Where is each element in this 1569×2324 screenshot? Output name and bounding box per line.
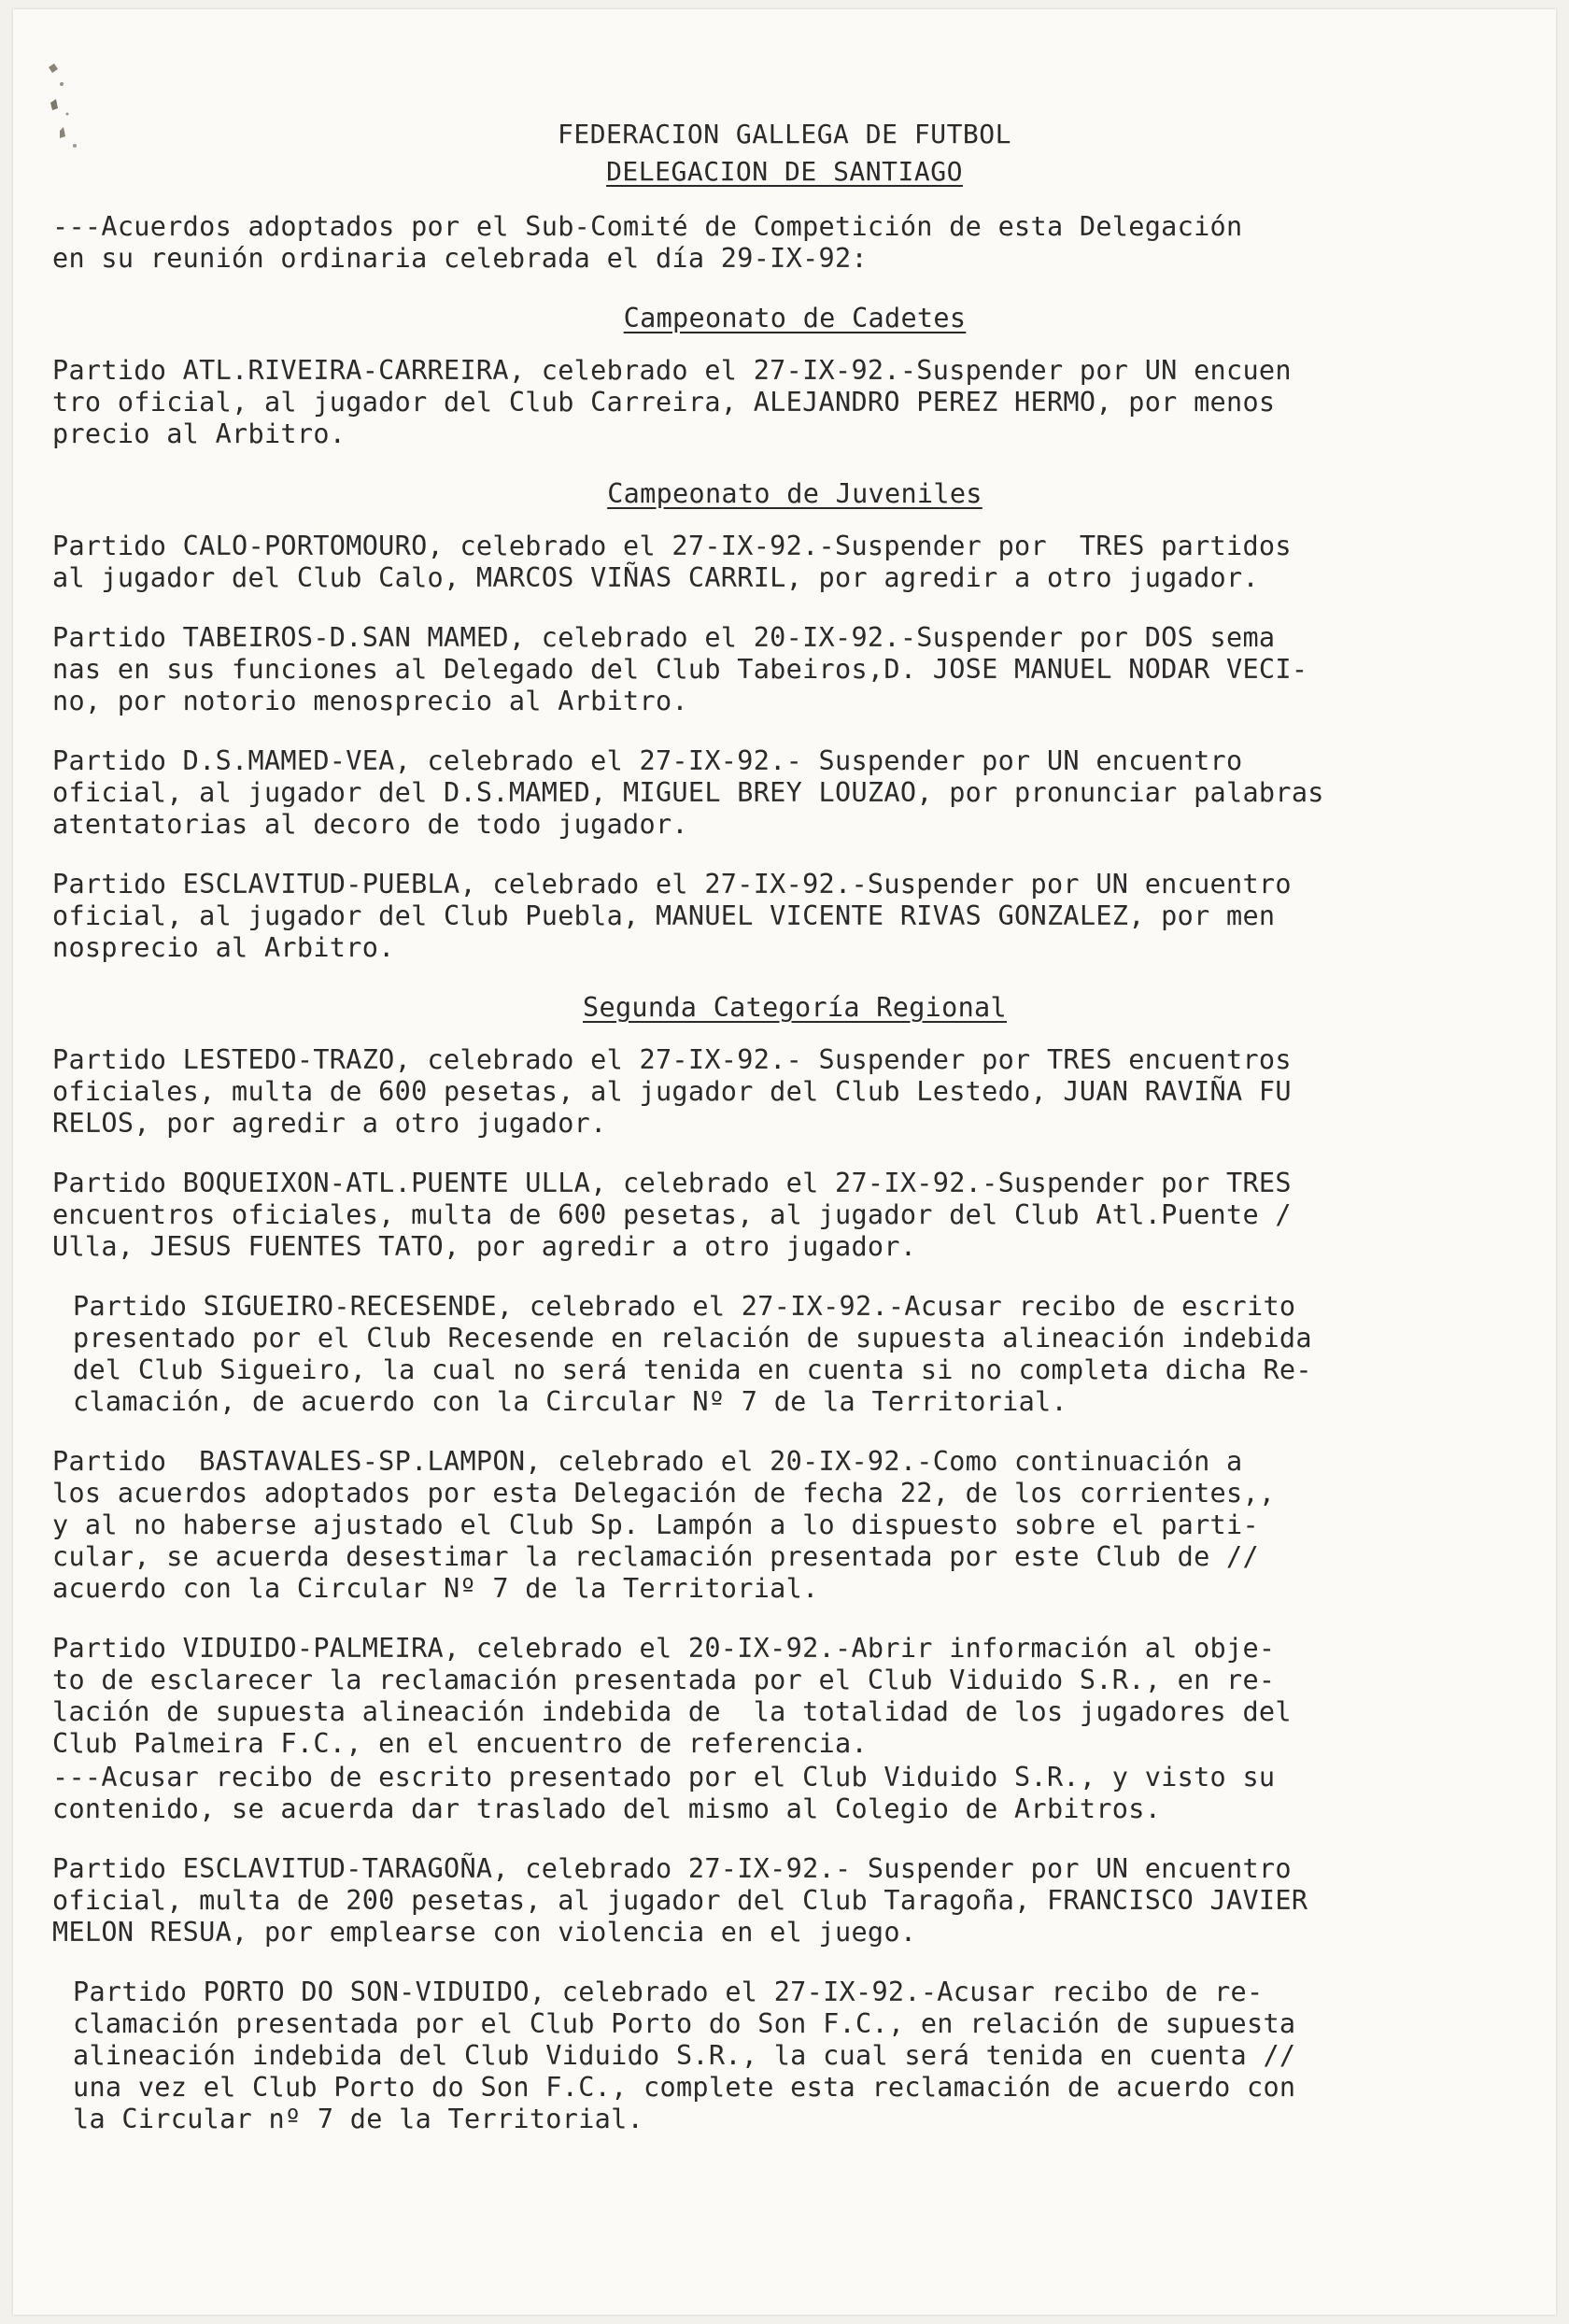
text-line: MELON RESUA, por emplearse con violencia en el juego. xyxy=(52,1917,917,1948)
text-line: clamación, de acuerdo con la Circular Nº 7 de la Territorial. xyxy=(73,1386,1067,1417)
text-line: una vez el Club Porto do Son F.C., complete esta reclamación de acuerdo con xyxy=(73,2072,1296,2103)
text-line: tro oficial, al jugador del Club Carreira, ALEJANDRO PEREZ HERMO, por menos xyxy=(52,387,1276,418)
ruling-paragraph xyxy=(52,1168,1537,1263)
text-line: contenido, se acuerda dar traslado del mismo al Colegio de Arbitros. xyxy=(52,1793,1162,1824)
text-line: Ulla, JESUS FUENTES TATO, por agredir a otro jugador. xyxy=(52,1231,917,1262)
text-line: Partido ATL.RIVEIRA-CARREIRA, celebrado el 27-IX-92.-Suspender por UN encuen xyxy=(52,355,1292,386)
ruling-paragraph xyxy=(52,531,1537,594)
ruling-paragraph xyxy=(52,1446,1537,1605)
intro-paragraph xyxy=(52,211,1537,275)
section-title-text: Campeonato de Juveniles xyxy=(607,478,982,509)
text-line: Partido SIGUEIRO-RECESENDE, celebrado el 27-IX-92.-Acusar recibo de escrito xyxy=(73,1291,1296,1322)
text-line: acuerdo con la Circular Nº 7 de la Territorial. xyxy=(52,1573,819,1604)
text-line: en su reunión ordinaria celebrada el día 29-IX-92: xyxy=(52,243,868,274)
text-line: Partido PORTO DO SON-VIDUIDO, celebrado el 27-IX-92.-Acusar recibo de re- xyxy=(73,1977,1264,2007)
ruling-paragraph xyxy=(52,1762,1537,1825)
ruling-paragraph xyxy=(52,1977,1537,2135)
text-line: alineación indebida del Club Viduido S.R., la cual será tenida en cuenta // xyxy=(73,2040,1296,2071)
text-line: to de esclarecer la reclamación presentada por el Club Viduido S.R., en re- xyxy=(52,1665,1276,1695)
text-line: oficial, al jugador del Club Puebla, MANUEL VICENTE RIVAS GONZALEZ, por men xyxy=(52,900,1276,931)
text-line: del Club Sigueiro, la cual no será tenida en cuenta si no completa dicha Re- xyxy=(73,1354,1312,1385)
ruling-paragraph xyxy=(52,1633,1537,1760)
text-line: Partido VIDUIDO-PALMEIRA, celebrado el 20-IX-92.-Abrir información al obje- xyxy=(52,1633,1276,1664)
ruling-paragraph xyxy=(52,1291,1537,1418)
text-line: nas en sus funciones al Delegado del Club Tabeiros,D. JOSE MANUEL NODAR VECI- xyxy=(52,654,1308,685)
text-line: encuentros oficiales, multa de 600 pesetas, al jugador del Club Atl.Puente / xyxy=(52,1199,1292,1230)
federation-title: FEDERACION GALLEGA DE FUTBOL xyxy=(557,119,1011,149)
text-line: presentado por el Club Recesende en relación de supuesta alineación indebida xyxy=(73,1323,1312,1353)
text-line: Partido BOQUEIXON-ATL.PUENTE ULLA, celebrado el 27-IX-92.-Suspender por TRES xyxy=(52,1168,1292,1198)
text-line: y al no haberse ajustado el Club Sp. Lampón a lo dispuesto sobre el parti- xyxy=(52,1509,1259,1540)
text-line: atentatorias al decoro de todo jugador. xyxy=(52,809,688,840)
text-line: Partido LESTEDO-TRAZO, celebrado el 27-IX-92.- Suspender por TRES encuentros xyxy=(52,1044,1292,1075)
text-line: lación de supuesta alineación indebida de la totalidad de los jugadores del xyxy=(52,1696,1292,1727)
text-line: Club Palmeira F.C., en el encuentro de referencia. xyxy=(52,1728,868,1759)
text-line: oficial, multa de 200 pesetas, al jugador del Club Taragoña, FRANCISCO JAVIER xyxy=(52,1885,1308,1916)
ruling-paragraph xyxy=(52,1044,1537,1140)
text-line: Partido ESCLAVITUD-PUEBLA, celebrado el 27-IX-92.-Suspender por UN encuentro xyxy=(52,869,1292,900)
ruling-paragraph xyxy=(52,622,1537,717)
section-title xyxy=(52,303,1537,334)
section-title xyxy=(52,478,1537,510)
text-line: ---Acuerdos adoptados por el Sub-Comité de Competición de esta Delegación xyxy=(52,211,1243,242)
text-line: Partido BASTAVALES-SP.LAMPON, celebrado el 20-IX-92.-Como continuación a xyxy=(52,1446,1243,1477)
text-line: Partido D.S.MAMED-VEA, celebrado el 27-IX-92.- Suspender por UN encuentro xyxy=(52,745,1243,776)
ruling-paragraph xyxy=(52,355,1537,450)
section-title-text: Segunda Categoría Regional xyxy=(583,992,1007,1023)
text-line: oficial, al jugador del D.S.MAMED, MIGUEL BREY LOUZAO, por pronunciar palabras xyxy=(52,777,1324,808)
text-line: cular, se acuerda desestimar la reclamación presentada por este Club de // xyxy=(52,1541,1259,1572)
text-line: oficiales, multa de 600 pesetas, al jugador del Club Lestedo, JUAN RAVIÑA FU xyxy=(52,1076,1292,1107)
sections-container xyxy=(52,303,1537,2135)
text-line: ---Acusar recibo de escrito presentado por el Club Viduido S.R., y visto su xyxy=(52,1762,1276,1793)
document-body xyxy=(52,211,1537,2163)
text-line: no, por notorio menosprecio al Arbitro. xyxy=(52,686,688,716)
section-title-text: Campeonato de Cadetes xyxy=(623,303,967,333)
text-line: Partido CALO-PORTOMOURO, celebrado el 27-IX-92.-Suspender por TRES partidos xyxy=(52,531,1292,561)
text-line: RELOS, por agredir a otro jugador. xyxy=(52,1108,607,1139)
ruling-paragraph xyxy=(52,745,1537,841)
document-header xyxy=(0,116,1569,191)
text-line: precio al Arbitro. xyxy=(52,418,346,449)
ruling-paragraph xyxy=(52,869,1537,964)
text-line: Partido TABEIROS-D.SAN MAMED, celebrado el 20-IX-92.-Suspender por DOS sema xyxy=(52,622,1276,653)
text-line: nosprecio al Arbitro. xyxy=(52,932,395,963)
text-line: clamación presentada por el Club Porto do Son F.C., en relación de supuesta xyxy=(73,2008,1296,2039)
delegation-title: DELEGACION DE SANTIAGO xyxy=(606,156,963,187)
text-line: los acuerdos adoptados por esta Delegación de fecha 22, de los corrientes,, xyxy=(52,1478,1276,1509)
text-line: Partido ESCLAVITUD-TARAGOÑA, celebrado 27-IX-92.- Suspender por UN encuentro xyxy=(52,1853,1292,1884)
text-line: la Circular nº 7 de la Territorial. xyxy=(73,2104,644,2134)
section-title xyxy=(52,992,1537,1024)
ruling-paragraph xyxy=(52,1853,1537,1948)
text-line: al jugador del Club Calo, MARCOS VIÑAS CARRIL, por agredir a otro jugador. xyxy=(52,562,1259,593)
